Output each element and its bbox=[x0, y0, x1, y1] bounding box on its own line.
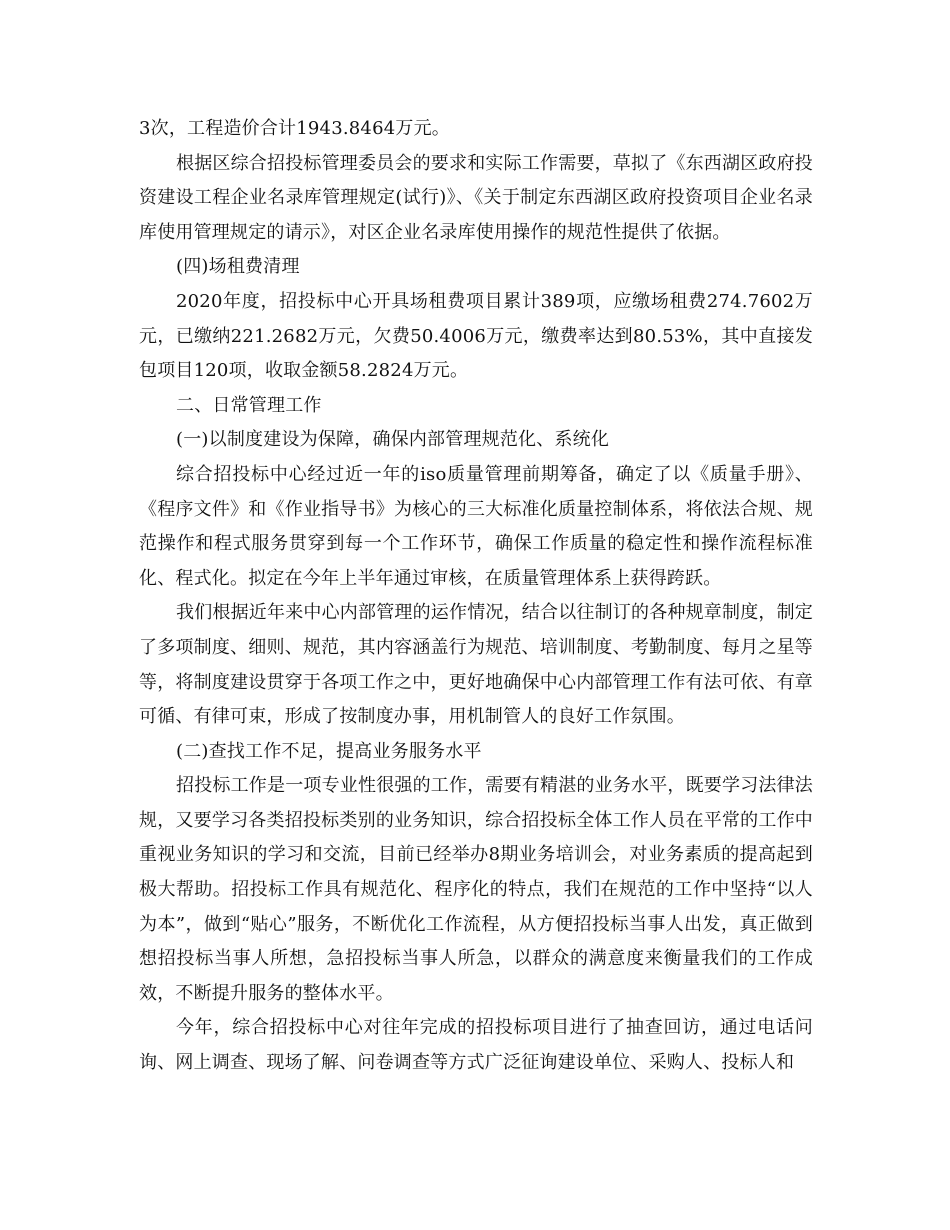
paragraph-training-service: 招投标工作是一项专业性很强的工作，需要有精湛的业务水平，既要学习法律法规，又要学习各类招投标类别的业务知识，综合招投标全体工作人员在平常的工作中重视业务知识的学习和交流，目前已经举办8期业务培训会，对业务素质的提高起到极大帮助。招投标工作具有规范化、程序化的特点，我们在规范的工作中坚持“以人为本”，做到“贴心”服务，不断优化工作流程，从方便招投标当事人出发，真正做到想招投标当事人所想，急招投标当事人所急，以群众的满意度来衡量我们的工作成效，不断提升服务的整体水平。 bbox=[139, 775, 813, 1004]
section-heading-venue-fees: (四)场租费清理 bbox=[176, 256, 300, 278]
subsection-heading-institutional-building: (一)以制度建设为保障，确保内部管理规范化、系统化 bbox=[176, 429, 610, 451]
paragraph-continuation: 3次，工程造价合计1943.8464万元。 bbox=[139, 118, 450, 139]
paragraph-directory-rules: 根据区综合招投标管理委员会的要求和实际工作需要，草拟了《东西湖区政府投资建设工程企业名录库管理规定(试行)》、《关于制定东西湖区政府投资项目企业名录库使用管理规定的请示》，对区企业名录库使用操作的规范性提供了依据。 bbox=[139, 152, 813, 243]
paragraph-iso-quality: 综合招投标中心经过近一年的iso质量管理前期筹备，确定了以《质量手册》、《程序文件》和《作业指导书》为核心的三大标准化质量控制体系，将依法合规、规范操作和程式服务贯穿到每一个工作环节，确保工作质量的稳定性和操作流程标准化、程式化。拟定在今年上半年通过审核，在质量管理体系上获得跨跃。 bbox=[139, 463, 813, 589]
section-heading-daily-management: 二、日常管理工作 bbox=[176, 394, 322, 416]
paragraph-venue-fees: 2020年度，招投标中心开具场租费项目累计389项，应缴场租费274.7602万元，已缴纳221.2682万元，欠费50.4006万元，缴费率达到80.53%，其中直接发包项目120项，收取金额58.2824万元。 bbox=[139, 290, 813, 382]
document-body bbox=[139, 112, 813, 1081]
subsection-heading-service-level: (二)查找工作不足，提高业务服务水平 bbox=[176, 740, 482, 762]
paragraph-internal-rules: 我们根据近年来中心内部管理的运作情况，结合以往制订的各种规章制度，制定了多项制度、细则、规范，其内容涵盖行为规范、培训制度、考勤制度、每月之星等等，将制度建设贯穿于各项工作之中，更好地确保中心内部管理工作有法可依、有章可循、有律可束，形成了按制度办事，用机制管人的良好工作氛围。 bbox=[139, 602, 813, 728]
paragraph-follow-up-visits: 今年，综合招投标中心对往年完成的招投标项目进行了抽查回访，通过电话问询、网上调查、现场了解、问卷调查等方式广泛征询建设单位、采购人、投标人和 bbox=[139, 1017, 813, 1074]
